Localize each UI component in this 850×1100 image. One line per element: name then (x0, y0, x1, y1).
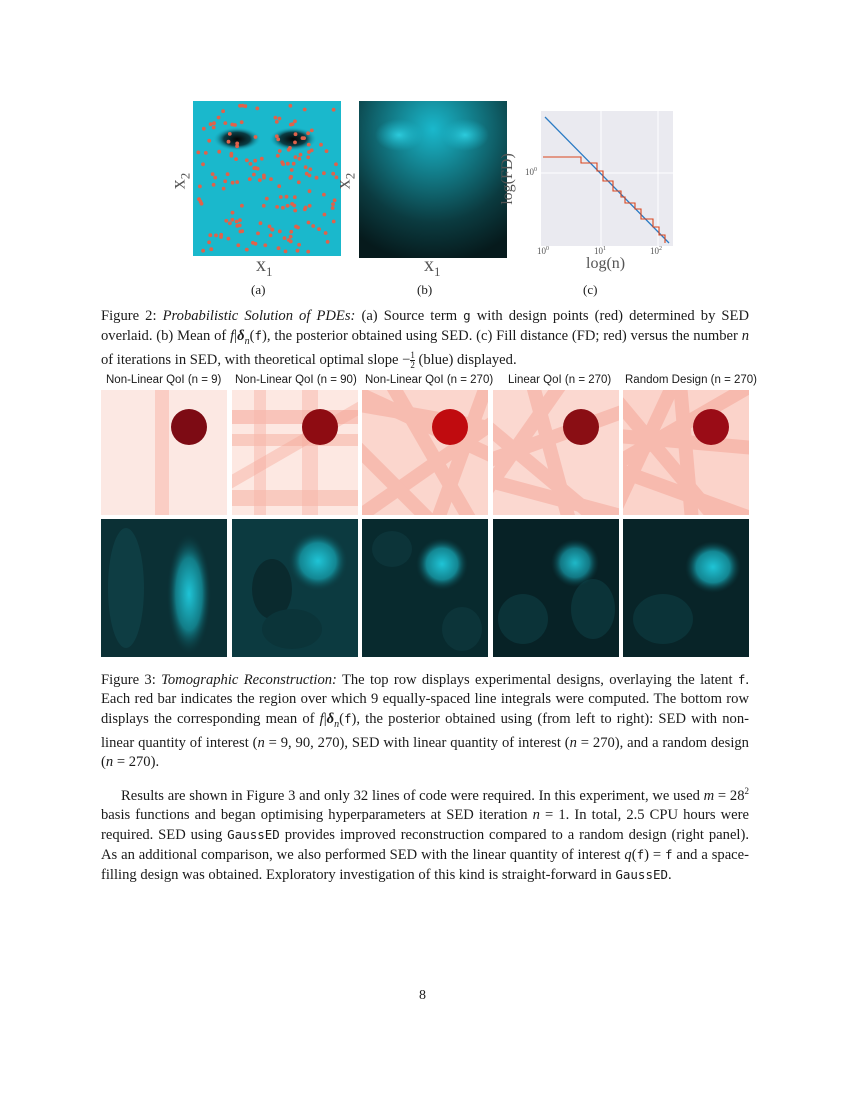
design-point (322, 171, 326, 175)
figure2-caption: Figure 2: Probabilistic Solution of PDEs: (a) Source term g with design points (red) determined by SED overlaid. (b) Mean of $f|\delta_n(f)$, the posterior obtained using SED. (c) Fill distance (FD; red) versus the number n of iterations in SED, with theoretical optimal slope − $\frac{1}{2}$ (blue) displayed. (101, 308, 750, 371)
design-point (209, 247, 213, 251)
x2-axis-label-b: $x_2$ (332, 172, 358, 190)
design-point (292, 204, 296, 208)
design-point (229, 154, 233, 158)
design-point (200, 202, 204, 206)
design-point (308, 167, 312, 171)
xtick-label-2: $10^2$ (650, 246, 662, 256)
design-point (254, 135, 258, 139)
panel-label-c: (c) (583, 282, 598, 297)
design-point (262, 176, 266, 180)
design-point (228, 132, 232, 136)
design-point (251, 241, 255, 245)
design-point (311, 224, 315, 228)
design-point (212, 126, 216, 130)
design-point (204, 151, 208, 155)
design-point (306, 250, 310, 254)
ytick-label: $10^0$ (525, 167, 537, 177)
posterior-panel-n90 (232, 519, 358, 657)
design-point (288, 146, 292, 150)
xlabel-log-n: log(n) (586, 255, 626, 272)
design-point (211, 172, 215, 176)
design-point (308, 204, 312, 208)
source-term-plot (193, 101, 341, 256)
design-point (293, 119, 297, 123)
design-point (297, 243, 301, 247)
design-point (207, 240, 211, 244)
design-point (278, 149, 282, 153)
design-point (222, 187, 226, 191)
design-point (289, 104, 293, 108)
design-point (325, 149, 329, 153)
design-point (219, 235, 223, 239)
design-panel-n270 (362, 390, 488, 515)
design-point (326, 240, 330, 244)
design-point (332, 220, 336, 224)
design-point (268, 225, 272, 229)
design-point (240, 204, 244, 208)
design-panel-n90 (232, 390, 358, 515)
design-point (292, 162, 296, 166)
design-point (334, 162, 338, 166)
design-point (260, 157, 264, 161)
design-point (228, 221, 232, 225)
design-point (231, 181, 235, 185)
design-point (235, 142, 239, 146)
design-point (233, 123, 237, 127)
design-point (294, 155, 298, 159)
design-point (281, 162, 285, 166)
design-panel-linear-n270 (493, 390, 619, 515)
design-point (289, 230, 293, 234)
design-point (297, 180, 301, 184)
posterior-panel-n270 (362, 519, 488, 657)
design-point (248, 177, 252, 181)
design-point (226, 172, 230, 176)
design-point (322, 193, 326, 197)
x1-axis-label-a: $x_1$ (256, 254, 273, 279)
tomo-title-0: Non-Linear QoI (n = 9) (106, 374, 222, 386)
design-point (324, 231, 328, 235)
fill-distance-plot (541, 111, 673, 246)
figure2-panel-c (541, 111, 673, 246)
design-point (238, 218, 242, 222)
design-point (227, 237, 231, 241)
design-point (221, 109, 225, 113)
design-point (275, 134, 279, 138)
design-point (240, 229, 244, 233)
design-point (285, 195, 289, 199)
design-point (209, 122, 213, 126)
posterior-mean-plot (359, 101, 507, 258)
design-point (231, 211, 235, 215)
design-point (308, 189, 312, 193)
design-point (279, 195, 283, 199)
design-point (234, 157, 238, 161)
design-point (289, 123, 293, 127)
design-point (201, 162, 205, 166)
design-point (331, 202, 335, 206)
design-point (296, 249, 300, 253)
design-point (263, 243, 267, 247)
design-point (208, 233, 212, 237)
design-point (286, 204, 290, 208)
design-point (202, 127, 206, 131)
design-point (274, 116, 278, 120)
design-point (223, 121, 227, 125)
tomo-title-3: Linear QoI (n = 270) (508, 374, 612, 386)
body-paragraph: Results are shown in Figure 3 and only 32 lines of code were required. In this experiment, we used $m = 28^2$ basis functions and began optimising hyperparameters at SED iteration n = 1. In total, 2.5 CPU hours were required. SED using GaussED provides improved reconstruction compared to a random design (right panel). As an additional comparison, we also performed SED with the linear quantity of interest q(f) = f and a space-filling design was obtained. Exploratory investigation of this kind is straight-forward in GaussED. (101, 786, 750, 883)
design-point (307, 221, 311, 225)
design-point (306, 155, 310, 159)
design-point (303, 108, 307, 112)
tomo-title-2: Non-Linear QoI (n = 270) (365, 374, 494, 386)
design-point (256, 167, 260, 171)
design-point (214, 234, 218, 238)
design-point (310, 129, 314, 133)
design-point (269, 234, 273, 238)
design-point (306, 131, 310, 135)
design-point (230, 218, 234, 222)
design-panel-random-n270 (623, 390, 749, 515)
design-point (236, 243, 240, 247)
xtick-label-0: $10^0$ (537, 246, 549, 256)
design-point (276, 154, 280, 158)
xtick-label-1: $10^1$ (594, 246, 606, 256)
design-point (269, 177, 273, 181)
design-point (289, 176, 293, 180)
design-point (298, 157, 302, 161)
design-point (304, 165, 308, 169)
design-point (307, 143, 311, 147)
design-point (319, 143, 323, 147)
design-point (252, 166, 256, 170)
design-point (265, 197, 269, 201)
design-point (281, 206, 285, 210)
design-point (305, 172, 309, 176)
design-point (331, 206, 335, 210)
design-point (255, 107, 259, 111)
design-point (315, 176, 319, 180)
design-point (213, 176, 217, 180)
design-point (293, 209, 297, 213)
design-point (271, 228, 275, 232)
design-point (323, 213, 327, 217)
page-number: 8 (419, 988, 426, 1003)
design-point (259, 221, 263, 225)
design-point (277, 184, 281, 188)
design-point (198, 185, 202, 189)
design-point (240, 120, 244, 124)
design-point (278, 230, 282, 234)
design-point (223, 179, 227, 183)
design-point (307, 150, 311, 154)
design-point (293, 195, 297, 199)
design-point (245, 248, 249, 252)
design-point (217, 116, 221, 120)
design-point (201, 249, 205, 253)
posterior-panel-linear-n270 (493, 519, 619, 657)
design-point (332, 108, 336, 112)
design-point (262, 204, 266, 208)
design-point (294, 132, 298, 136)
design-point (207, 139, 211, 143)
design-point (252, 173, 256, 177)
design-point (302, 136, 306, 140)
design-point (284, 250, 288, 254)
design-point (196, 151, 200, 155)
design-point (296, 226, 300, 230)
figure3-caption: Figure 3: Tomographic Reconstruction: The top row displays experimental designs, overlaying the latent f. Each red bar indicates the region over which 9 equally-spaced line integrals were computed. The bottom row displays the corresponding mean of $f|\delta_n(f)$, the posterior obtained using (from left to right): SED with non-linear quantity of interest (n = 9, 90, 270), SED with linear quantity of interest (n = 270), and a random design (n = 270). (101, 672, 749, 770)
x1-axis-label-b: $x_1$ (424, 254, 441, 279)
design-point (293, 141, 297, 145)
posterior-panel-n9 (101, 519, 227, 657)
figure2-panel-a (193, 101, 341, 256)
design-point (278, 117, 282, 121)
ylabel-log-fd: log(FD) (498, 153, 516, 205)
design-point (253, 159, 257, 163)
figure2-panel-b (359, 101, 507, 258)
tomo-title-1: Non-Linear QoI (n = 90) (235, 374, 357, 386)
design-point (227, 140, 231, 144)
design-point (212, 183, 216, 187)
design-point (235, 220, 239, 224)
design-point (289, 240, 293, 244)
design-point (235, 180, 239, 184)
design-point (304, 206, 308, 210)
design-point (241, 104, 245, 108)
design-point (258, 178, 262, 182)
design-panel-n9 (101, 390, 227, 515)
design-point (256, 232, 260, 236)
design-point (290, 168, 294, 172)
design-point (333, 198, 337, 202)
panel-label-b: (b) (417, 282, 433, 297)
design-point (283, 236, 287, 240)
design-point (286, 162, 290, 166)
tomo-title-4: Random Design (n = 270) (625, 374, 758, 386)
design-point (245, 158, 249, 162)
design-point (275, 120, 279, 124)
design-point (212, 121, 216, 125)
posterior-panel-random-n270 (623, 519, 749, 657)
design-point (289, 235, 293, 239)
design-point (235, 224, 239, 228)
design-point (317, 227, 321, 231)
design-point (277, 246, 281, 250)
panel-label-a: (a) (251, 282, 266, 297)
design-point (249, 162, 253, 166)
x2-axis-label-a: $x_2$ (167, 172, 193, 190)
design-point (275, 205, 279, 209)
design-point (217, 150, 221, 154)
design-point (224, 219, 228, 223)
design-point (299, 153, 303, 157)
